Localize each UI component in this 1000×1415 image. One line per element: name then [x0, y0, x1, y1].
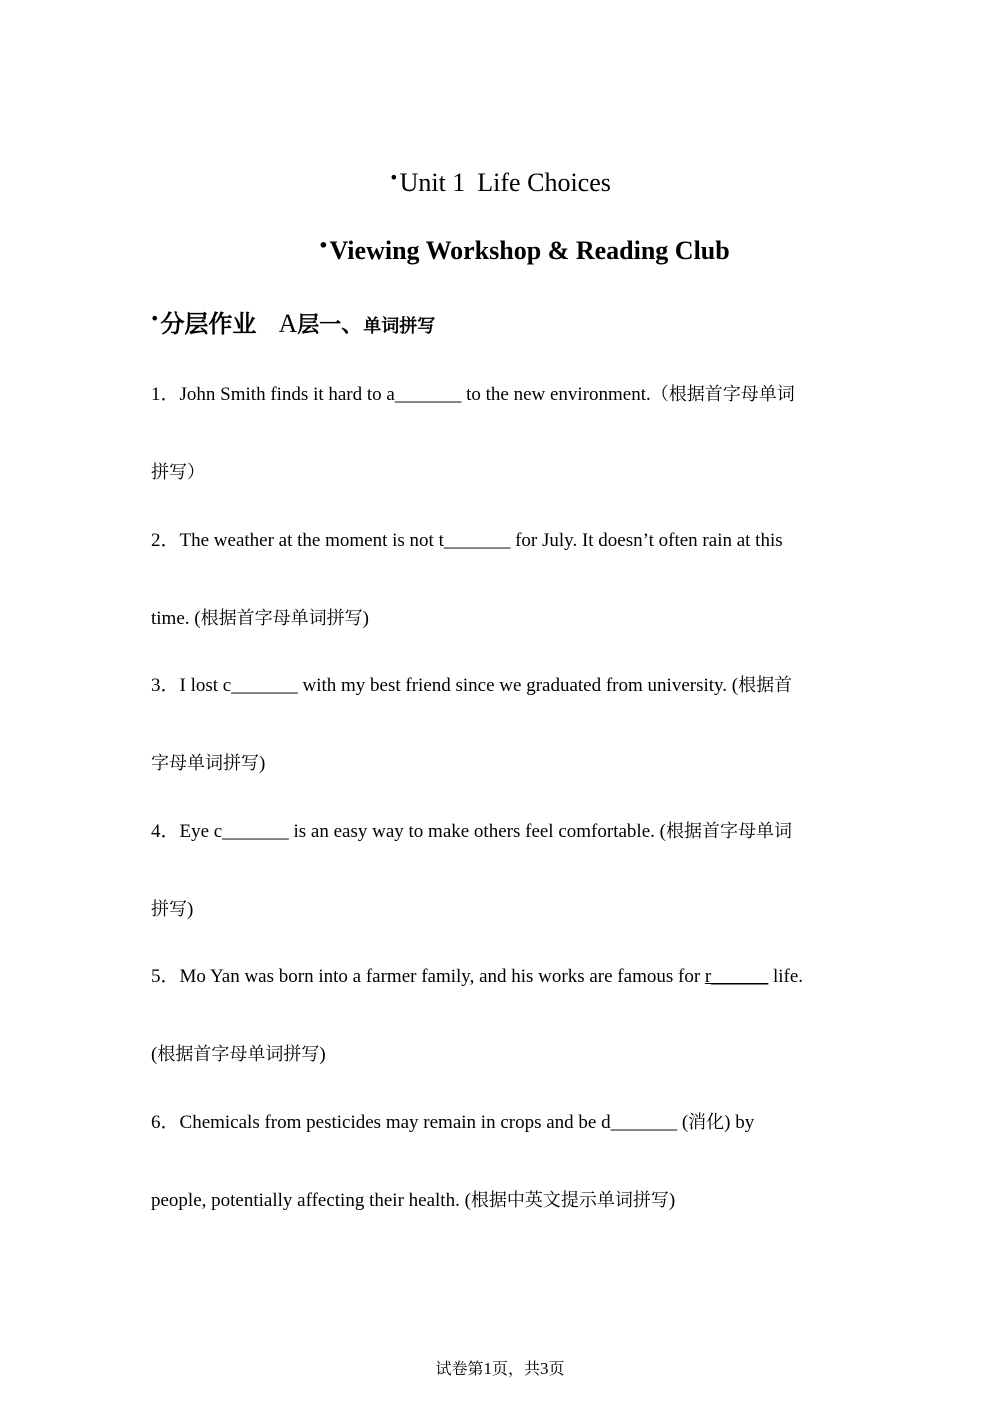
- question-hint: 字母单词拼写: [151, 753, 259, 774]
- question-2-line-2: [151, 604, 369, 630]
- question-1-line-2: [151, 458, 205, 484]
- layer-letter: A: [278, 309, 298, 338]
- question-text-end: ): [668, 1190, 676, 1211]
- footer-suffix: 页: [548, 1359, 565, 1378]
- question-text-end: ): [259, 753, 266, 774]
- question-text: people, potentially affecting their health. (: [151, 1190, 471, 1211]
- question-text-end: ): [319, 1044, 326, 1065]
- question-hint: 消化: [688, 1112, 725, 1133]
- question-1-line-1: [151, 379, 795, 406]
- answer-blank: r______: [704, 966, 769, 987]
- question-text-end: ) by: [724, 1112, 755, 1133]
- question-text: Chemicals from pesticides may remain in crops and be d_______ (: [179, 1112, 689, 1133]
- layer-word: 层: [297, 313, 320, 338]
- question-text-end: life.: [768, 966, 804, 987]
- question-hint: 根据首: [738, 675, 793, 696]
- question-4-line-2: [151, 895, 193, 921]
- part-title: 单词拼写: [363, 316, 436, 337]
- question-hint: 根据首字母单词拼写: [157, 1044, 320, 1065]
- question-3-line-2: [151, 749, 265, 775]
- footer-prefix: 试卷第: [435, 1359, 484, 1378]
- bullet-icon: •: [318, 236, 329, 255]
- question-text: John Smith finds it hard to a_______ to the new environment.: [179, 384, 651, 405]
- unit-label: Unit 1: [399, 168, 466, 197]
- question-number: 1．: [151, 384, 180, 405]
- bullet-icon: •: [389, 168, 399, 187]
- question-number: 6．: [151, 1112, 180, 1133]
- question-text-start: (: [151, 1044, 158, 1065]
- bullet-icon: •: [150, 309, 160, 328]
- footer-middle: 页，共: [491, 1359, 540, 1378]
- question-number: 5．: [151, 966, 180, 987]
- question-hint: 拼写）: [151, 462, 205, 483]
- question-text: Eye c_______ is an easy way to make others feel comfortable. (: [179, 821, 666, 842]
- question-text: The weather at the moment is not t_______ for July. It doesn’t often rain at this: [179, 530, 783, 551]
- question-3-line-1: [151, 670, 792, 697]
- footer-total-pages: 3: [540, 1359, 549, 1378]
- layer-title: 分层作业: [160, 310, 257, 338]
- question-hint: （根据首字母单词: [650, 384, 795, 405]
- question-text: I lost c_______ with my best friend since we graduated from university. (: [179, 675, 739, 696]
- question-number: 3．: [151, 675, 180, 696]
- question-5-line-2: [151, 1040, 326, 1066]
- unit-name: Life Choices: [477, 168, 611, 197]
- question-text-end: ): [187, 899, 194, 920]
- question-hint: 根据首字母单词拼写: [200, 608, 363, 629]
- question-hint: 根据首字母单词: [665, 821, 792, 842]
- question-hint: 拼写: [151, 899, 187, 920]
- section-title: [24, 236, 1000, 266]
- question-6-line-2: [151, 1186, 675, 1212]
- unit-title: [0, 168, 1000, 198]
- section-title-text: Viewing Workshop & Reading Club: [329, 236, 730, 265]
- question-6-line-1: [151, 1107, 754, 1134]
- question-hint: 根据中英文提示单词拼写: [470, 1190, 669, 1211]
- layer-heading: [150, 304, 435, 339]
- question-5-line-1: [151, 961, 803, 988]
- question-text: time. (: [151, 608, 201, 629]
- part-number: 一、: [319, 313, 364, 338]
- question-text-end: ): [362, 608, 369, 629]
- question-text: Mo Yan was born into a farmer family, and his works are famous for: [179, 966, 705, 987]
- question-number: 2．: [151, 530, 180, 551]
- page-footer: [0, 1356, 1000, 1379]
- question-4-line-1: [151, 816, 792, 843]
- question-number: 4．: [151, 821, 180, 842]
- question-2-line-1: [151, 525, 783, 552]
- footer-page-number: 1: [483, 1359, 492, 1378]
